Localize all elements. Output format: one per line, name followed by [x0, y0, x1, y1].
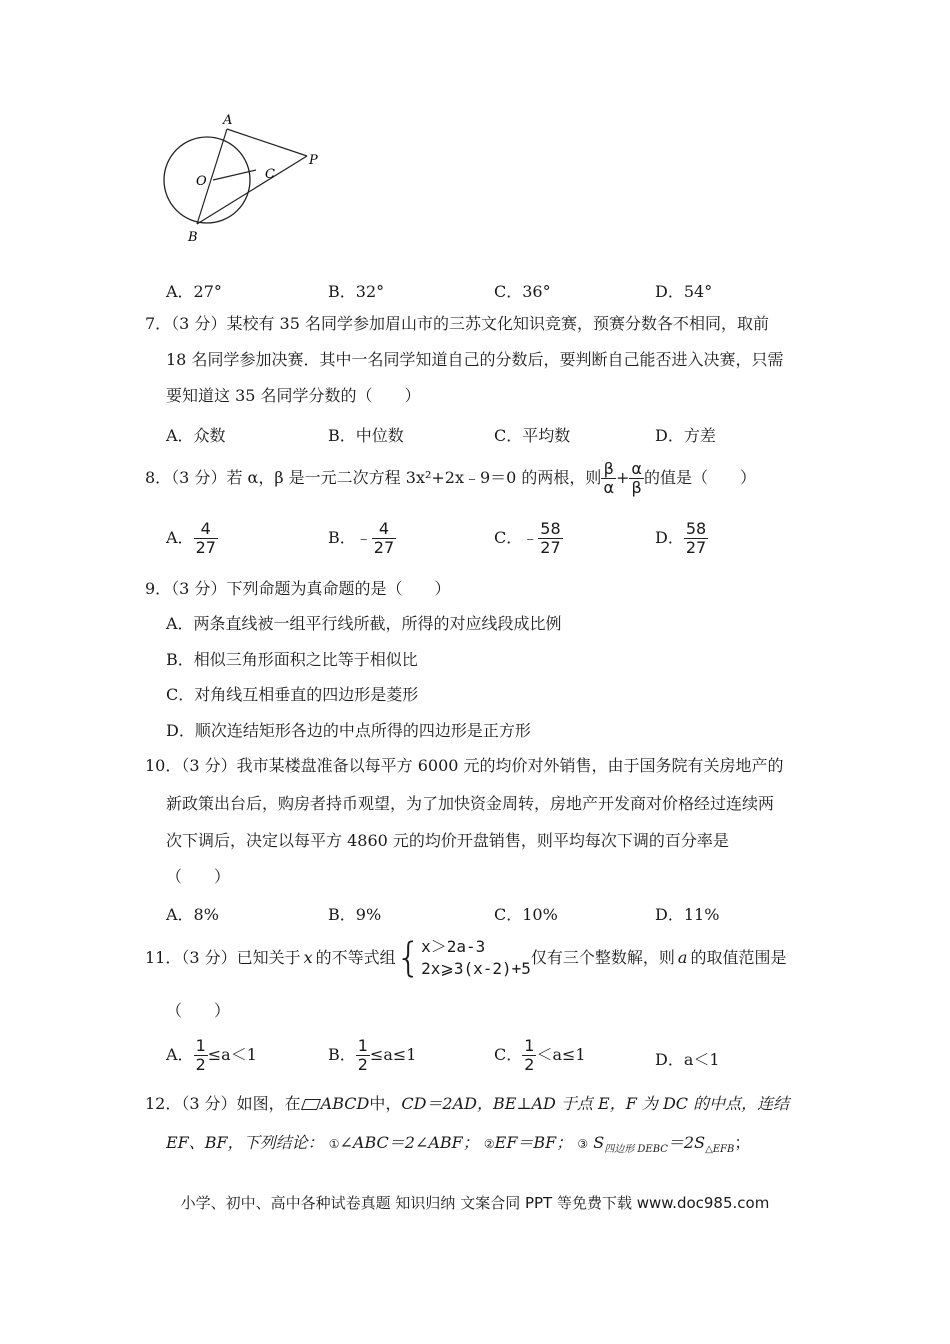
q11-var-x: x	[303, 948, 313, 967]
q12-r2: EF＝BF；	[494, 1133, 573, 1152]
q11-paren: （ ）	[166, 1001, 231, 1020]
label-o: O	[196, 174, 207, 189]
q11-mid: 的不等式组	[315, 948, 396, 967]
q11-option-b-rest: ≤a≤1	[369, 1045, 417, 1064]
q8-stem	[145, 458, 756, 498]
q11-option-a-label: A．	[166, 1045, 194, 1064]
q11-option-c-num: 1	[524, 1036, 535, 1055]
q12-l1c: 中，	[369, 1094, 402, 1113]
q8-plus: +	[615, 468, 630, 487]
q8-option-b	[328, 520, 396, 557]
q11-option-a	[166, 1037, 257, 1074]
q11-option-c-label: C．	[494, 1045, 523, 1064]
q11-brace: {	[395, 935, 422, 981]
q11-option-b-num: 1	[357, 1036, 368, 1055]
q9-option-c: C．对角线互相垂直的四边形是菱形	[166, 685, 419, 704]
q8-option-b-sign: ﹣	[355, 528, 372, 547]
q12-r3a: S	[593, 1133, 605, 1152]
q8-option-a-label: A．	[166, 528, 194, 547]
q6-option-c: C．36°	[494, 282, 551, 301]
page-footer: 小学、初中、高中各种试卷真题 知识归纳 文案合同 PPT 等免费下载 www.doc985.com	[180, 1194, 770, 1212]
line-bp	[197, 156, 307, 224]
q7-option-d: D．方差	[655, 426, 716, 445]
q11-var-a: a	[677, 948, 688, 967]
q8-frac1-num: β	[601, 460, 616, 479]
q8-frac1-den: α	[603, 478, 614, 497]
q12-c1: ①	[328, 1136, 340, 1151]
q8-option-d	[655, 520, 708, 557]
q12-l2a: EF、BF，下列结论：	[166, 1133, 324, 1152]
parallelogram-symbol	[301, 1099, 321, 1110]
q11-system	[421, 936, 531, 980]
label-b: B	[188, 230, 198, 245]
q11-end: 的取值范围是	[690, 948, 787, 967]
q9-option-a: A．两条直线被一组平行线所截，所得的对应线段成比例	[166, 614, 562, 633]
label-c: C	[265, 167, 275, 182]
q9-stem: 9．（3 分）下列命题为真命题的是（ ）	[145, 579, 451, 598]
q8-option-d-den: 27	[685, 538, 707, 557]
q10-line-4: （ ）	[166, 867, 231, 886]
q11-option-c-rest: ＜a≤1	[536, 1045, 586, 1064]
q11-option-c-den: 2	[524, 1055, 535, 1074]
q11-option-c	[494, 1037, 586, 1074]
q8-option-a-den: 27	[195, 538, 216, 557]
q7-line-1: 7．（3 分）某校有 35 名同学参加眉山市的三苏文化知识竞赛，预赛分数各不相同，取前	[145, 314, 769, 333]
q8-option-c-den: 27	[540, 538, 561, 557]
q8-option-d-num: 58	[685, 519, 707, 538]
q11-ineq-1: x＞2a-3	[421, 937, 486, 956]
q12-r1: ∠ABC＝2∠ABF；	[339, 1133, 479, 1152]
q12-r3c: ；	[734, 1133, 751, 1152]
q11-option-a-rest: ≤a＜1	[207, 1045, 257, 1064]
q10-option-d: D．11%	[655, 905, 720, 924]
q12-line-1	[145, 1094, 789, 1114]
geometry-figure	[155, 108, 335, 248]
q7-option-c: C．平均数	[494, 426, 571, 445]
q10-option-a: A．8%	[166, 905, 219, 924]
q11-option-a-den: 2	[195, 1055, 206, 1074]
q12-r3b: ＝2S	[667, 1133, 706, 1152]
q8-prefix: 8．（3 分）若 α，β 是一元二次方程 3x²+2x﹣9＝0 的两根，则	[145, 468, 602, 487]
q11-after: 仅有三个整数解，则	[530, 948, 675, 967]
q11-option-d	[655, 1047, 720, 1070]
circle-o	[164, 137, 250, 223]
q8-option-b-label: B．	[328, 528, 356, 547]
q11-option-d-rest: a＜1	[683, 1050, 720, 1069]
q8-fraction-2	[629, 460, 644, 497]
q8-fraction-1	[601, 460, 616, 497]
q11-option-d-label: D．	[655, 1050, 684, 1069]
q12-c2: ②	[483, 1136, 495, 1151]
q8-option-c	[494, 520, 563, 557]
q12-r3sub2: △EFB	[705, 1144, 735, 1156]
q8-suffix: 的值是（ ）	[643, 468, 756, 487]
q7-line-2: 18 名同学参加决赛．其中一名同学知道自己的分数后，要判断自己能否进入决赛，只需	[166, 350, 784, 369]
q8-option-b-den: 27	[373, 538, 395, 557]
q11-ineq-2: 2x⩾3(x-2)+5	[421, 959, 531, 978]
q10-line-1: 10．（3 分）我市某楼盘准备以每平方 6000 元的均价对外销售，由于国务院有关房地产的	[145, 756, 784, 775]
q10-option-c: C．10%	[494, 905, 558, 924]
q12-l1b: ABCD	[320, 1094, 370, 1113]
q12-l1d: CD＝2AD，BE⊥AD 于点 E，F 为 DC 的中点，连结	[401, 1094, 790, 1113]
q8-frac2-den: β	[631, 478, 642, 497]
q12-line-2	[166, 1133, 750, 1160]
q9-option-d: D．顺次连结矩形各边的中点所得的四边形是正方形	[166, 721, 531, 740]
q8-option-a	[166, 520, 218, 557]
q8-option-b-num: 4	[372, 520, 396, 539]
q11-option-b-label: B．	[328, 1045, 356, 1064]
q11-option-b-den: 2	[357, 1055, 368, 1074]
q7-line-3: 要知道这 35 名同学分数的（ ）	[166, 386, 421, 405]
q11-prefix: 11．（3 分）已知关于	[145, 948, 301, 967]
q6-option-d: D．54°	[655, 282, 713, 301]
q10-line-2: 新政策出台后，购房者持币观望，为了加快资金周转，房地产开发商对价格经过连续两	[166, 794, 775, 813]
q8-option-a-num: 4	[194, 520, 218, 539]
q8-option-c-sign: ﹣	[522, 528, 539, 547]
q11-stem	[145, 936, 786, 980]
q7-option-b: B．中位数	[328, 426, 404, 445]
q11-option-a-num: 1	[195, 1036, 206, 1055]
q8-option-d-label: D．	[655, 528, 684, 547]
q8-option-c-num: 58	[540, 519, 561, 538]
label-a: A	[223, 113, 233, 128]
q12-r3sub: 四边形 DEBC	[604, 1144, 668, 1156]
q9-option-b: B．相似三角形面积之比等于相似比	[166, 650, 418, 669]
q11-option-b	[328, 1037, 416, 1074]
label-p: P	[309, 153, 318, 168]
q6-option-a: A．27°	[166, 282, 222, 301]
q7-option-a: A．众数	[166, 426, 226, 445]
q10-option-b: B．9%	[328, 905, 382, 924]
q6-option-b: B．32°	[328, 282, 385, 301]
q8-frac2-num: α	[631, 459, 642, 478]
q10-line-3: 次下调后，决定以每平方 4860 元的均价开盘销售，则平均每次下调的百分率是	[166, 831, 729, 850]
q12-c3: ③	[577, 1136, 589, 1151]
q8-option-c-label: C．	[494, 528, 523, 547]
q12-l1a: 12．（3 分）如图，在	[145, 1094, 301, 1113]
